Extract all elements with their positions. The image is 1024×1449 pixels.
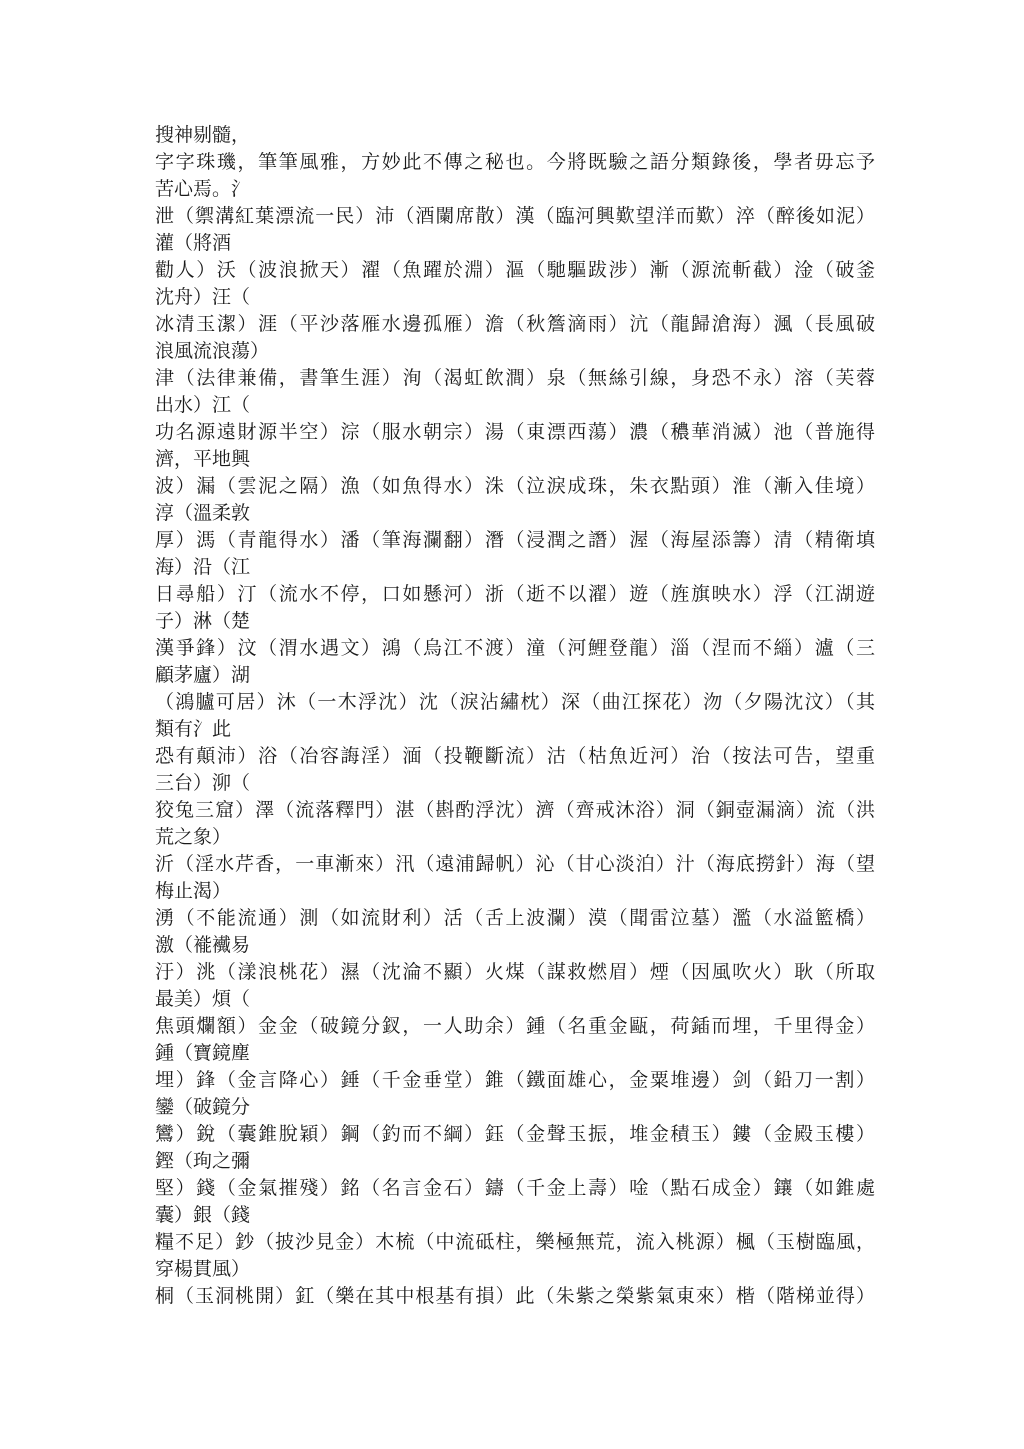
text-line: 勸人）沃（波浪掀天）濯（魚躍於淵）漚（馳驅跋涉）漸（源流斬截）淦（破釜 [155,259,875,281]
text-line: 荒之象） [155,826,232,848]
text-line: 堅）錢（金氣摧殘）銘（名言金石）鑄（千金上壽）唫（點石成金）鑲（如錐處 [155,1177,875,1199]
text-line: 狡兔三窟）澤（流落釋門）湛（斟酌浮沈）濟（齊戒沐浴）洞（銅壺漏滴）流（洪 [155,799,875,821]
text-line: 沂（淫水芹香，一車漸來）汛（遠浦歸帆）沁（甘心淡泊）汁（海底撈針）海（望 [155,853,875,875]
text-line: 梅止渴） [155,880,232,902]
text-line: 鑾（破鏡分 [155,1096,251,1118]
text-line: 鏗（珣之彌 [155,1150,251,1172]
text-line: 恐有顛沛）浴（冶容誨淫）湎（投鞭斷流）沽（枯魚近河）治（按法可告，望重 [155,745,875,767]
text-line: 沈舟）汪（ [155,286,251,308]
text-line: 濟，平地興 [155,448,251,470]
text-line: 顧茅廬）湖 [155,664,251,686]
text-line: 津（法律兼備，書筆生涯）洵（渴虹飲澗）泉（無絲引線，身恐不永）溶（芙蓉 [155,367,875,389]
text-line: 字字珠璣，筆筆風雅，方妙此不傳之秘也。今將既驗之語分類錄後，學者毋忘予 [155,151,875,173]
text-line: 冰清玉潔）涯（平沙落雁水邊孤雁）澹（秋簷滴雨）沆（龍歸滄海）渢（長風破 [155,313,875,335]
text-line: 子）淋（楚 [155,610,251,632]
text-line: 鍾（寶鏡塵 [155,1042,251,1064]
text-line: 功名源遠財源半空）淙（服水朝宗）湯（東漂西蕩）濃（穠華消滅）池（普施得 [155,421,875,443]
body-text [155,122,875,1310]
text-line: 湧（不能流通）測（如流財利）活（舌上波瀾）漠（聞雷泣墓）濫（水溢籃橋） [155,907,875,929]
text-line: 泄（禦溝紅葉漂流一民）沛（酒闌席散）漢（臨河興歎望洋而歎）淬（醉後如泥） [155,205,875,227]
text-line: 激（褦襶易 [155,934,251,956]
text-line: 出水）江（ [155,394,251,416]
text-line: 灌（將酒 [155,232,232,254]
text-line: 囊）銀（錢 [155,1204,251,1226]
text-line: 類有氵此 [155,718,232,740]
text-line: 浪風流浪蕩） [155,340,270,362]
text-line: 桐（玉洞桃開）釭（樂在其中根基有損）此（朱紫之榮紫氣東來）楷（階梯並得） [155,1285,875,1307]
text-line: 苦心焉。氵 [155,178,251,200]
text-line: 淳（溫柔敦 [155,502,251,524]
text-line: 焦頭爛額）金金（破鏡分釵，一人助余）鍾（名重金甌，荷鍤而埋，千里得金） [155,1015,875,1037]
text-line: 穿楊貫風） [155,1258,251,1280]
text-line: 最美）煩（ [155,988,251,1010]
text-line: （鴻臚可居）沐（一木浮沈）沈（淚沾繡枕）深（曲江探花）沕（夕陽沈汶）（其 [155,691,875,713]
text-line: 海）沿（江 [155,556,251,578]
text-line: 三台）泖（ [155,772,251,794]
text-line: 埋）鋒（金言降心）錘（千金垂堂）錐（鐵面雄心，金粟堆邊）剑（鉛刀一割） [155,1069,875,1091]
text-line: 厚）溤（青龍得水）潘（筆海瀾翻）潛（浸潤之譖）渥（海屋添籌）清（精衛填 [155,529,875,551]
text-line: 波）漏（雲泥之隔）漁（如魚得水）洙（泣淚成珠，朱衣點頭）淮（漸入佳境） [155,475,875,497]
text-line: 汙）洮（漾浪桃花）濕（沈淪不顯）火煤（謀救燃眉）煙（因風吹火）耿（所取 [155,961,875,983]
text-line: 鸞）銳（囊錐脫穎）鋼（釣而不綱）鈺（金聲玉振，堆金積玉）鏤（金殿玉樓） [155,1123,875,1145]
text-line: 漢爭鋒）汶（渭水遇文）鴻（烏江不渡）潼（河鯉登龍）淄（涅而不緇）瀘（三 [155,637,875,659]
text-line: 搜神剔髓， [155,124,251,146]
text-line: 糧不足）鈔（披沙見金）木梳（中流砥柱，樂極無荒，流入桃源）楓（玉樹臨風， [155,1231,875,1253]
text-line: 日尋船）汀（流水不停，口如懸河）浙（逝不以濯）遊（旌旗映水）浮（江湖遊 [155,583,875,605]
